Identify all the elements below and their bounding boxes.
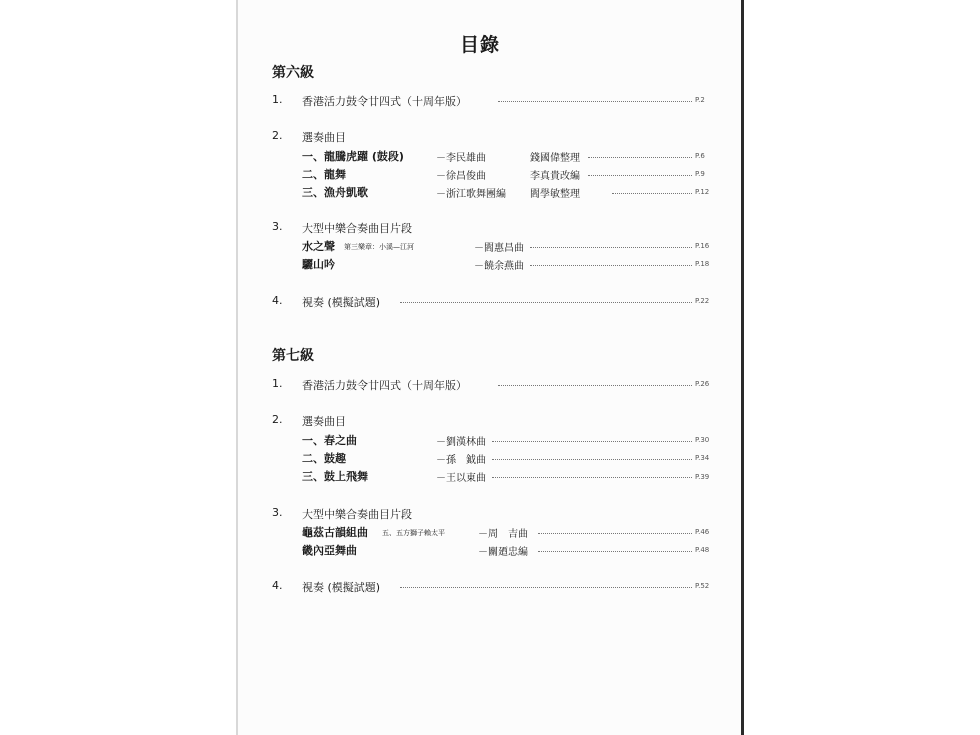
- dot-leader: [400, 587, 692, 588]
- grade6-excerpt-note: 第三樂章：小溪—江河: [344, 243, 414, 251]
- dot-leader: [492, 459, 692, 460]
- dot-leader: [612, 193, 692, 194]
- grade6-piece-composer: －徐昌俊曲: [436, 171, 486, 182]
- grade7-item3-num: 3.: [272, 506, 283, 519]
- grade6-item2-num: 2.: [272, 129, 283, 142]
- grade6-piece-arranger: 李真貴改編: [530, 171, 580, 182]
- grade7-item1-label: 香港活力鼓令廿四式（十周年版）: [302, 379, 467, 392]
- page-title: 目錄: [460, 34, 501, 56]
- grade6-piece-composer: －浙江歌舞團編: [436, 189, 506, 200]
- grade7-excerpt-note: 五、五方獅子賴太平: [382, 529, 445, 537]
- grade6-heading: 第六級: [272, 65, 314, 81]
- grade6-piece-arranger: 錢國偉整理: [530, 153, 580, 164]
- grade7-excerpt-title: 龜茲古韻組曲: [302, 526, 368, 539]
- document-page: [236, 0, 742, 735]
- grade7-piece-page: P.30: [695, 436, 710, 444]
- dot-leader: [498, 385, 692, 386]
- grade6-excerpt-title: 水之聲: [302, 240, 335, 253]
- grade7-item2-label: 選奏曲目: [302, 415, 346, 428]
- grade7-piece-composer: －劉漢林曲: [436, 437, 486, 448]
- grade7-item4-label: 視奏 (模擬試題): [302, 581, 381, 594]
- grade6-piece-title: 二、龍舞: [302, 168, 346, 181]
- grade6-piece-page: P.6: [695, 152, 705, 160]
- grade6-piece-page: P.12: [695, 188, 710, 196]
- dot-leader: [492, 477, 692, 478]
- grade7-item3-label: 大型中樂合奏曲目片段: [302, 508, 412, 521]
- grade6-piece-title: 三、漁舟凱歌: [302, 186, 368, 199]
- dot-leader: [498, 101, 692, 102]
- grade7-piece-page: P.39: [695, 473, 710, 481]
- grade7-piece-page: P.34: [695, 454, 710, 462]
- grade7-piece-composer: －王以東曲: [436, 473, 486, 484]
- grade6-excerpt-page: P.18: [695, 260, 710, 268]
- grade7-item2-num: 2.: [272, 413, 283, 426]
- grade7-piece-composer: －孫 鉞曲: [436, 455, 486, 466]
- grade7-item4-page: P.52: [695, 582, 710, 590]
- grade7-item1-page: P.26: [695, 380, 710, 388]
- grade6-item2-label: 選奏曲目: [302, 131, 346, 144]
- grade6-item3-num: 3.: [272, 220, 283, 233]
- grade6-excerpt-composer: －閻惠昌曲: [474, 243, 524, 254]
- dot-leader: [538, 533, 692, 534]
- grade6-piece-composer: －李民雄曲: [436, 153, 486, 164]
- grade6-piece-page: P.9: [695, 170, 705, 178]
- page-right-edge: [741, 0, 744, 735]
- grade7-item1-num: 1.: [272, 377, 283, 390]
- dot-leader: [400, 302, 692, 303]
- grade6-piece-title: 一、龍騰虎躍 (鼓段): [302, 150, 404, 163]
- grade7-item4-num: 4.: [272, 579, 283, 592]
- grade7-piece-title: 一、春之曲: [302, 434, 357, 447]
- grade6-item4-num: 4.: [272, 294, 283, 307]
- page-left-edge: [236, 0, 238, 735]
- grade6-piece-arranger: 閻學敏整理: [530, 189, 580, 200]
- grade6-excerpt-page: P.16: [695, 242, 710, 250]
- grade7-excerpt-page: P.48: [695, 546, 710, 554]
- grade7-excerpt-composer: －關廼忠編: [478, 547, 528, 558]
- dot-leader: [492, 441, 692, 442]
- dot-leader: [538, 551, 692, 552]
- grade6-item1-page: P.2: [695, 96, 705, 104]
- grade6-item4-label: 視奏 (模擬試題): [302, 296, 381, 309]
- grade6-excerpt-title: 驪山吟: [302, 258, 335, 271]
- grade7-excerpt-title: 畿內亞舞曲: [302, 544, 357, 557]
- grade7-piece-title: 三、鼓上飛舞: [302, 470, 368, 483]
- grade6-item1-num: 1.: [272, 93, 283, 106]
- grade6-item3-label: 大型中樂合奏曲目片段: [302, 222, 412, 235]
- grade7-heading: 第七級: [272, 348, 314, 364]
- grade7-excerpt-composer: －周 吉曲: [478, 529, 528, 540]
- grade6-excerpt-composer: －饒余燕曲: [474, 261, 524, 272]
- grade6-item4-page: P.22: [695, 297, 710, 305]
- dot-leader: [588, 175, 692, 176]
- dot-leader: [530, 247, 692, 248]
- dot-leader: [530, 265, 692, 266]
- grade7-excerpt-page: P.46: [695, 528, 710, 536]
- grade6-item1-label: 香港活力鼓令廿四式（十周年版）: [302, 95, 467, 108]
- dot-leader: [588, 157, 692, 158]
- grade7-piece-title: 二、鼓趣: [302, 452, 346, 465]
